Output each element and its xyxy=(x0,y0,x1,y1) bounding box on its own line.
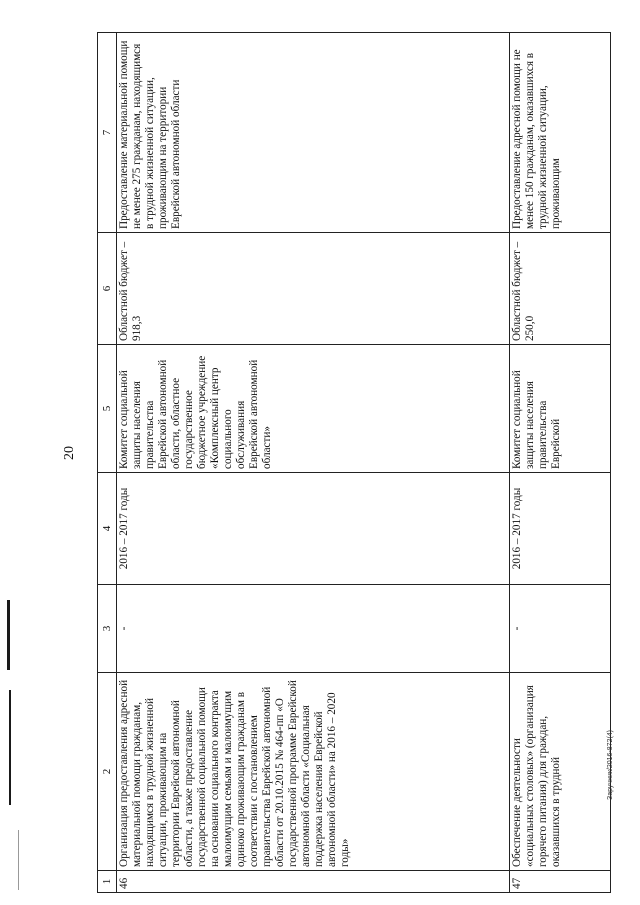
scan-artifact xyxy=(7,600,10,670)
executor-cell: Комитет социальной защиты населения правительства Еврейской xyxy=(510,345,611,473)
activity-cell: Организация предоставления адресной материальной помощи гражданам, находящимся в трудной жизненной ситуации, проживающим на территории Еврейской автономной области, а также предоставление государственной социальной помощи на основании социального контракта малоимущим семьям и малоимущим одиноко проживающим гражданам в соответствии с постановлением правительства Еврейской автономной области от 20.10.2015 № 464-пп «О государственной программе Еврейской автономной области «Социальная поддержка населения Еврейской автономной области» на 2016 – 2020 годы» xyxy=(117,673,510,871)
header-cell: 6 xyxy=(98,233,117,345)
result-cell: Предоставление материальной помощи не менее 275 гражданам, находящимся в трудной жизненной ситуации, проживающим на территории Еврейской автономной области xyxy=(117,33,510,233)
header-cell: 2 xyxy=(98,673,117,871)
funding-cell: Областной бюджет – 250,0 xyxy=(510,233,611,345)
header-cell: 4 xyxy=(98,473,117,585)
period-cell: 2016 – 2017 годы xyxy=(510,473,611,585)
header-cell: 3 xyxy=(98,585,117,673)
scan-artifact xyxy=(18,830,19,890)
table-row xyxy=(510,33,611,893)
document-stamp: Заручник/2016-872(4) xyxy=(607,729,614,800)
header-cell: 5 xyxy=(98,345,117,473)
measures-table-wrapper xyxy=(97,33,607,893)
header-cell: 1 xyxy=(98,871,117,893)
header-row xyxy=(98,33,117,893)
col3-cell: - xyxy=(510,585,611,673)
row-number: 47 xyxy=(510,871,611,893)
header-cell: 7 xyxy=(98,33,117,233)
row-number: 46 xyxy=(117,871,510,893)
executor-cell: Комитет социальной защиты населения правительства Еврейской автономной области, областное государственное бюджетное учреждение «Комплексный центр социального обслуживания Еврейской автономной области» xyxy=(117,345,510,473)
page-number: 20 xyxy=(62,446,77,460)
period-cell: 2016 – 2017 годы xyxy=(117,473,510,585)
table-row xyxy=(117,33,510,893)
result-cell: Предоставление адресной помощи не менее 150 гражданам, оказавшихся в трудной жизненной ситуации, проживающим xyxy=(510,33,611,233)
funding-cell: Областной бюджет – 918,3 xyxy=(117,233,510,345)
scan-artifact xyxy=(9,690,11,805)
activity-cell: Обеспечение деятельности «социальных столовых» (организация горячего питания) для граждан, оказавшихся в трудной xyxy=(510,673,611,871)
measures-table xyxy=(97,32,611,893)
col3-cell: - xyxy=(117,585,510,673)
